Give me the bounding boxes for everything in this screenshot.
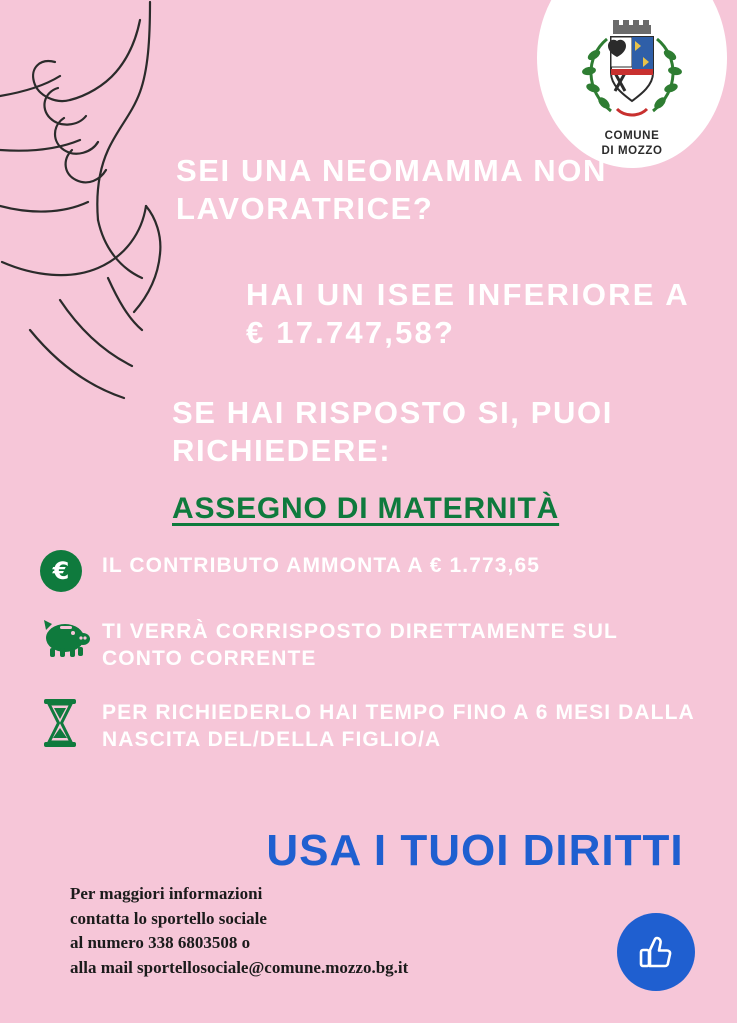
contact-line-1: Per maggiori informazioni xyxy=(70,884,263,903)
headline-question-1: SEI UNA NEOMAMMA NON LAVORATRICE? xyxy=(176,153,607,226)
piggy-bank-icon xyxy=(40,614,102,660)
list-item xyxy=(40,614,700,673)
crest-label-line2: DI MOZZO xyxy=(601,144,663,157)
crest-badge xyxy=(537,0,727,168)
euro-symbol: € xyxy=(40,550,82,592)
list-item-label: PER RICHIEDERLO HAI TEMPO FINO A 6 MESI DALLA NASCITA DEL/DELLA FIGLIO/A xyxy=(102,700,695,751)
crest-label-line1: COMUNE xyxy=(604,130,660,143)
municipal-coat-of-arms-icon xyxy=(577,17,687,129)
contact-line-3: al numero 338 6803508 o xyxy=(70,933,251,953)
piggy-bank-glyph xyxy=(40,616,92,660)
hourglass-icon xyxy=(40,695,102,749)
contact-line-4: alla mail sportellosociale@comune.mozzo.bg.it xyxy=(70,957,409,977)
list-item-label: IL CONTRIBUTO AMMONTA A € 1.773,65 xyxy=(102,554,541,577)
list-item xyxy=(40,548,700,592)
hourglass-glyph xyxy=(40,697,80,749)
list-item-label: TI VERRÀ CORRISPOSTO DIRETTAMENTE SUL CONTO CORRENTE xyxy=(102,620,618,671)
list-item xyxy=(40,695,700,754)
benefit-title: ASSEGNO DI MATERNITÀ xyxy=(172,492,560,525)
thumbs-up-icon xyxy=(634,930,678,974)
headline-call-to-action: SE HAI RISPOSTO SI, PUOI RICHIEDERE: xyxy=(172,395,613,468)
headline-question-2: HAI UN ISEE INFERIORE A € 17.747,58? xyxy=(246,277,689,350)
euro-coin-icon xyxy=(40,548,102,592)
contact-information xyxy=(70,882,500,981)
thumbs-up-badge xyxy=(617,913,695,991)
benefit-details-list xyxy=(40,548,700,775)
slogan: USA I TUOI DIRITTI xyxy=(266,826,684,875)
contact-line-2: contatta lo sportello sociale xyxy=(70,908,267,928)
